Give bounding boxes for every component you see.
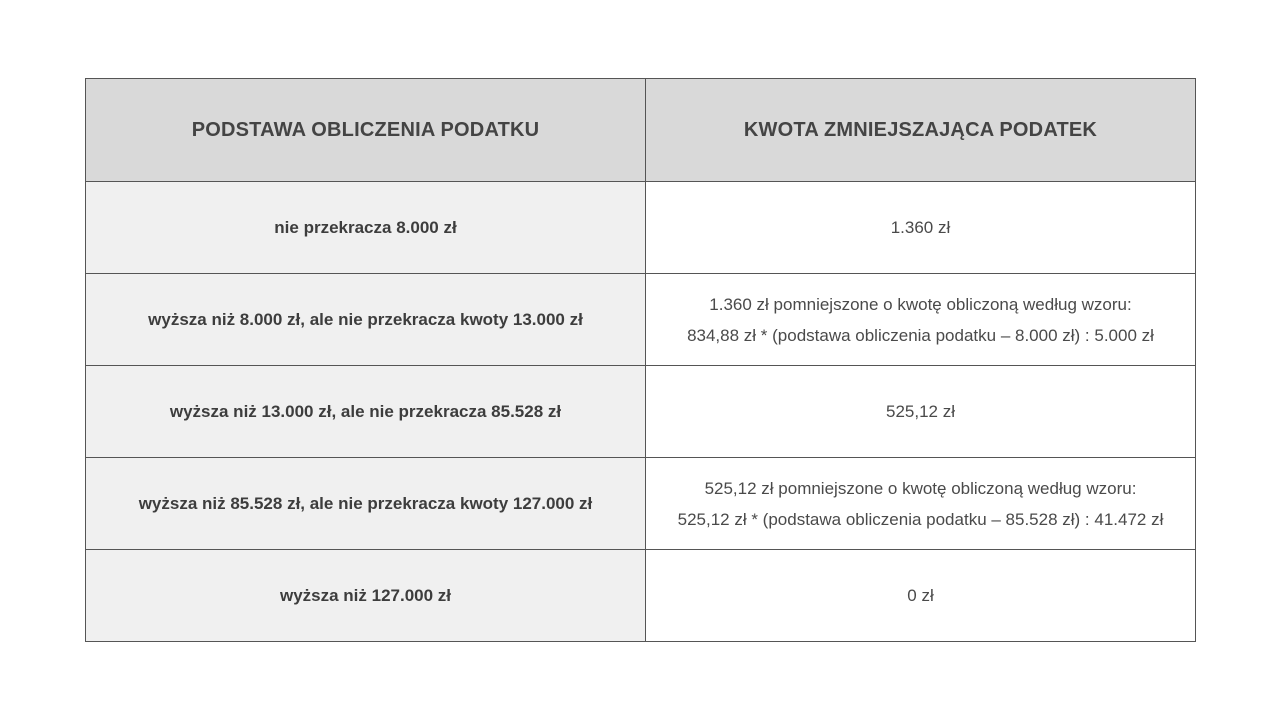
tax-base-cell: wyższa niż 8.000 zł, ale nie przekracza kwoty 13.000 zł — [86, 274, 646, 366]
amount-formula-line: 834,88 zł * (podstawa obliczenia podatku – 8.000 zł) : 5.000 zł — [687, 325, 1154, 345]
amount-line: 525,12 zł — [886, 402, 955, 421]
reduction-amount-cell — [646, 274, 1196, 366]
amount-line: 1.360 zł — [890, 218, 951, 237]
amount-line: 1.360 zł pomniejszone o kwotę obliczoną według wzoru: — [709, 294, 1132, 314]
amount-line: 525,12 zł pomniejszone o kwotę obliczoną według wzoru: — [704, 478, 1137, 498]
header-row — [86, 79, 1196, 182]
tax-base-cell: wyższa niż 127.000 zł — [86, 550, 646, 642]
table-header — [86, 79, 1196, 182]
amount-line: 0 zł — [907, 586, 934, 605]
tax-base-cell: wyższa niż 85.528 zł, ale nie przekracza kwoty 127.000 zł — [86, 458, 646, 550]
header-tax-reduction-amount: KWOTA ZMNIEJSZAJĄCA PODATEK — [646, 79, 1196, 182]
table-row — [86, 182, 1196, 274]
table-body — [86, 182, 1196, 642]
tax-base-cell: wyższa niż 13.000 zł, ale nie przekracza 85.528 zł — [86, 366, 646, 458]
table-row — [86, 366, 1196, 458]
header-tax-base: PODSTAWA OBLICZENIA PODATKU — [86, 79, 646, 182]
tax-base-cell: nie przekracza 8.000 zł — [86, 182, 646, 274]
tax-reduction-table — [85, 78, 1196, 642]
reduction-amount-cell — [646, 458, 1196, 550]
table-row — [86, 458, 1196, 550]
amount-formula-line: 525,12 zł * (podstawa obliczenia podatku – 85.528 zł) : 41.472 zł — [677, 509, 1164, 529]
reduction-amount-cell — [646, 182, 1196, 274]
table-row — [86, 274, 1196, 366]
table-row — [86, 550, 1196, 642]
reduction-amount-cell — [646, 366, 1196, 458]
reduction-amount-cell — [646, 550, 1196, 642]
